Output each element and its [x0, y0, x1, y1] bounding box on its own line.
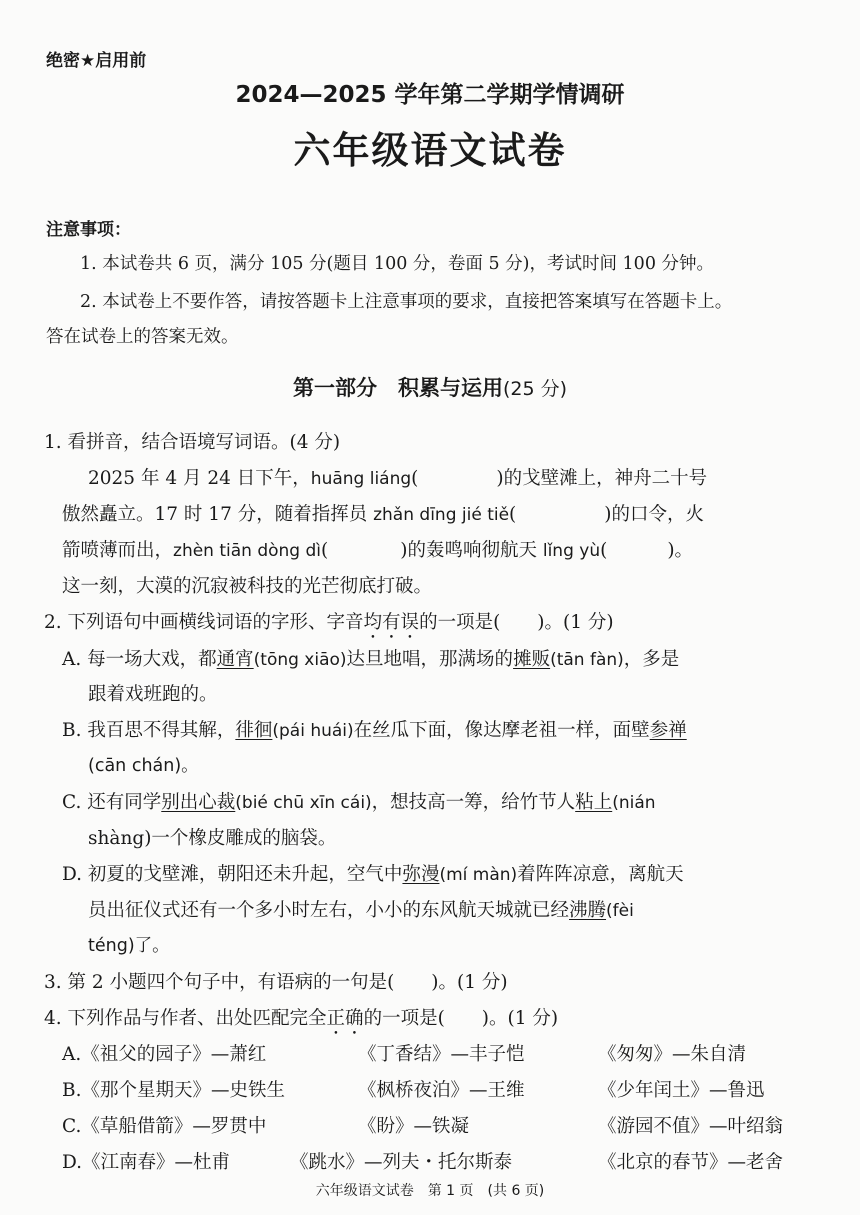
q4-option-b-col-1: B.《那个星期天》—史铁生 — [62, 1080, 285, 1101]
q1-text: )的口令，火 — [604, 504, 704, 525]
part-one-score: (25 分) — [502, 378, 568, 400]
part-one-heading — [0, 372, 860, 402]
q4-option-a-col-3: 《匆匆》—朱自清 — [598, 1044, 747, 1065]
exam-title: 2024—2025 学年第二学期学情调研 — [235, 82, 625, 108]
q2-text: ，想技高一筹，给竹节人 — [371, 792, 576, 813]
q2-option-b — [62, 716, 687, 742]
q4-stem-emphasis: 正确 — [326, 1008, 364, 1029]
q4-option-c-col-1: C.《草船借箭》—罗贯中 — [62, 1116, 267, 1137]
q2-option-c — [62, 788, 656, 814]
q1-bracket-open: ( — [411, 468, 419, 489]
paper-title: 六年级语文试卷 — [293, 129, 567, 172]
q1-bracket-open: ( — [321, 540, 329, 561]
q2-text: D. 初夏的戈壁滩，朝阳还未升起，空气中 — [62, 864, 403, 885]
notice-item-1: 1. 本试卷共 6 页，满分 105 分(题目 100 分，卷面 5 分)，考试时间 100 分钟。 — [80, 254, 715, 274]
q2-pinyin: (tōng xiāo) — [253, 650, 347, 670]
q2-text: A. 每一场大戏，都 — [62, 649, 217, 670]
q2-pinyin: (tān fàn) — [550, 650, 624, 670]
q4-option-b-col-3: 《少年闰土》—鲁迅 — [598, 1080, 765, 1101]
q2-underlined-word: 沸腾 — [569, 900, 607, 921]
q1-text: 2025 年 4 月 24 日下午， — [88, 468, 311, 489]
q1-line-4: 这一刻，大漠的沉寂被科技的光芒彻底打破。 — [62, 576, 433, 597]
q2-underlined-word: 参禅 — [649, 720, 687, 741]
q1-line-2 — [62, 500, 704, 526]
q4-option-a-col-1: A.《祖父的园子》—萧红 — [62, 1044, 267, 1065]
q1-bracket-open: ( — [600, 540, 608, 561]
q1-pinyin-2: zhǎn dīng jié tiě — [373, 505, 510, 525]
q2-pinyin: (nián — [612, 793, 656, 813]
q2-stem-text: 2. 下列语句中画横线词语的字形、字音 — [44, 612, 364, 633]
q4-option-d-col-1: D.《江南春》—杜甫 — [62, 1152, 231, 1173]
q2-text: 达旦地唱，那满场的 — [346, 649, 514, 670]
q2-pinyin: (pái huái) — [272, 721, 354, 741]
q1-pinyin-4: lǐng yù — [542, 541, 601, 561]
q2-text: B. 我百思不得其解， — [62, 720, 236, 741]
q2-underlined-word: 徘徊 — [235, 720, 273, 741]
q4-option-d-col-3: 《北京的春节》—老舍 — [598, 1152, 784, 1173]
q2-option-d-line-2 — [88, 896, 634, 922]
q2-underlined-word: 通宵 — [216, 649, 254, 670]
q2-underlined-word: 摊贩 — [513, 649, 551, 670]
q2-text: 员出征仪式还有一个多小时左右，小小的东风航天城就已经 — [88, 900, 570, 921]
q2-underlined-word: 别出心裁 — [161, 792, 236, 813]
q2-stem — [44, 608, 614, 643]
notice-item-2-line-2: 答在试卷上的答案无效。 — [46, 327, 239, 347]
q1-text: )的戈壁滩上，神舟二十号 — [496, 468, 708, 489]
q2-text: 在丝瓜下面，像达摩老祖一样，面壁 — [353, 720, 650, 741]
q1-stem: 1. 看拼音，结合语境写词语。(4 分) — [44, 432, 341, 453]
q4-option-c-col-2: 《盼》—铁凝 — [358, 1116, 470, 1137]
q2-stem-text: 的一项是( )。(1 分) — [419, 612, 614, 633]
q3-stem: 3. 第 2 小题四个句子中，有语病的一句是( )。(1 分) — [44, 972, 508, 993]
q1-line-3 — [62, 536, 693, 562]
q2-underlined-word: 弥漫 — [402, 864, 440, 885]
q2-underlined-word: 粘上 — [575, 792, 613, 813]
q1-pinyin-1: huāng liáng — [310, 469, 412, 489]
page-footer: 六年级语文试卷 第 1 页 (共 6 页) — [315, 1183, 545, 1199]
q2-text: ，多是 — [623, 649, 680, 670]
q4-option-c-col-3: 《游园不值》—叶绍翁 — [598, 1116, 784, 1137]
q2-text: C. 还有同学 — [62, 792, 162, 813]
q2-pinyin: (bié chū xīn cái) — [235, 793, 372, 813]
q4-stem — [44, 1004, 558, 1039]
q1-text: 傲然矗立。17 时 17 分，随着指挥员 — [62, 504, 374, 525]
q1-bracket-open: ( — [509, 504, 517, 525]
q2-option-d — [62, 860, 684, 886]
q2-pinyin: (mí màn) — [439, 865, 518, 885]
q2-pinyin: (fèi — [606, 901, 634, 921]
q2-option-b-line-2: (cān chán)。 — [88, 756, 199, 776]
q4-option-a-col-2: 《丁香结》—丰子恺 — [358, 1044, 525, 1065]
notice-item-2-line-1: 2. 本试卷上不要作答，请按答题卡上注意事项的要求，直接把答案填写在答题卡上。 — [80, 292, 733, 312]
confidential-label: 绝密★启用前 — [46, 51, 147, 71]
q4-option-b-col-2: 《枫桥夜泊》—王维 — [358, 1080, 525, 1101]
q4-option-d-col-2: 《跳水》—列夫・托尔斯泰 — [290, 1152, 513, 1173]
notice-heading: 注意事项： — [46, 220, 131, 240]
q2-option-d-line-3: téng)了。 — [88, 936, 170, 956]
q1-line-1 — [88, 464, 707, 490]
q1-text: 箭喷薄而出， — [62, 540, 174, 561]
q1-pinyin-3: zhèn tiān dòng dì — [173, 541, 322, 561]
q4-stem-text: 的一项是( )。(1 分) — [363, 1008, 559, 1029]
q2-option-c-line-2: shàng)一个橡皮雕成的脑袋。 — [88, 828, 337, 849]
q2-option-a — [62, 645, 679, 671]
q4-stem-text: 4. 下列作品与作者、出处匹配完全 — [44, 1008, 327, 1029]
q1-text: )的轰鸣响彻航天 — [400, 540, 543, 561]
q2-option-a-line-2: 跟着戏班跑的。 — [88, 684, 218, 705]
q2-stem-emphasis: 均有误 — [363, 612, 420, 633]
q1-text: )。 — [667, 540, 694, 561]
q2-text: 着阵阵凉意，离航天 — [517, 864, 684, 885]
part-one-title: 第一部分 积累与运用 — [292, 376, 503, 400]
